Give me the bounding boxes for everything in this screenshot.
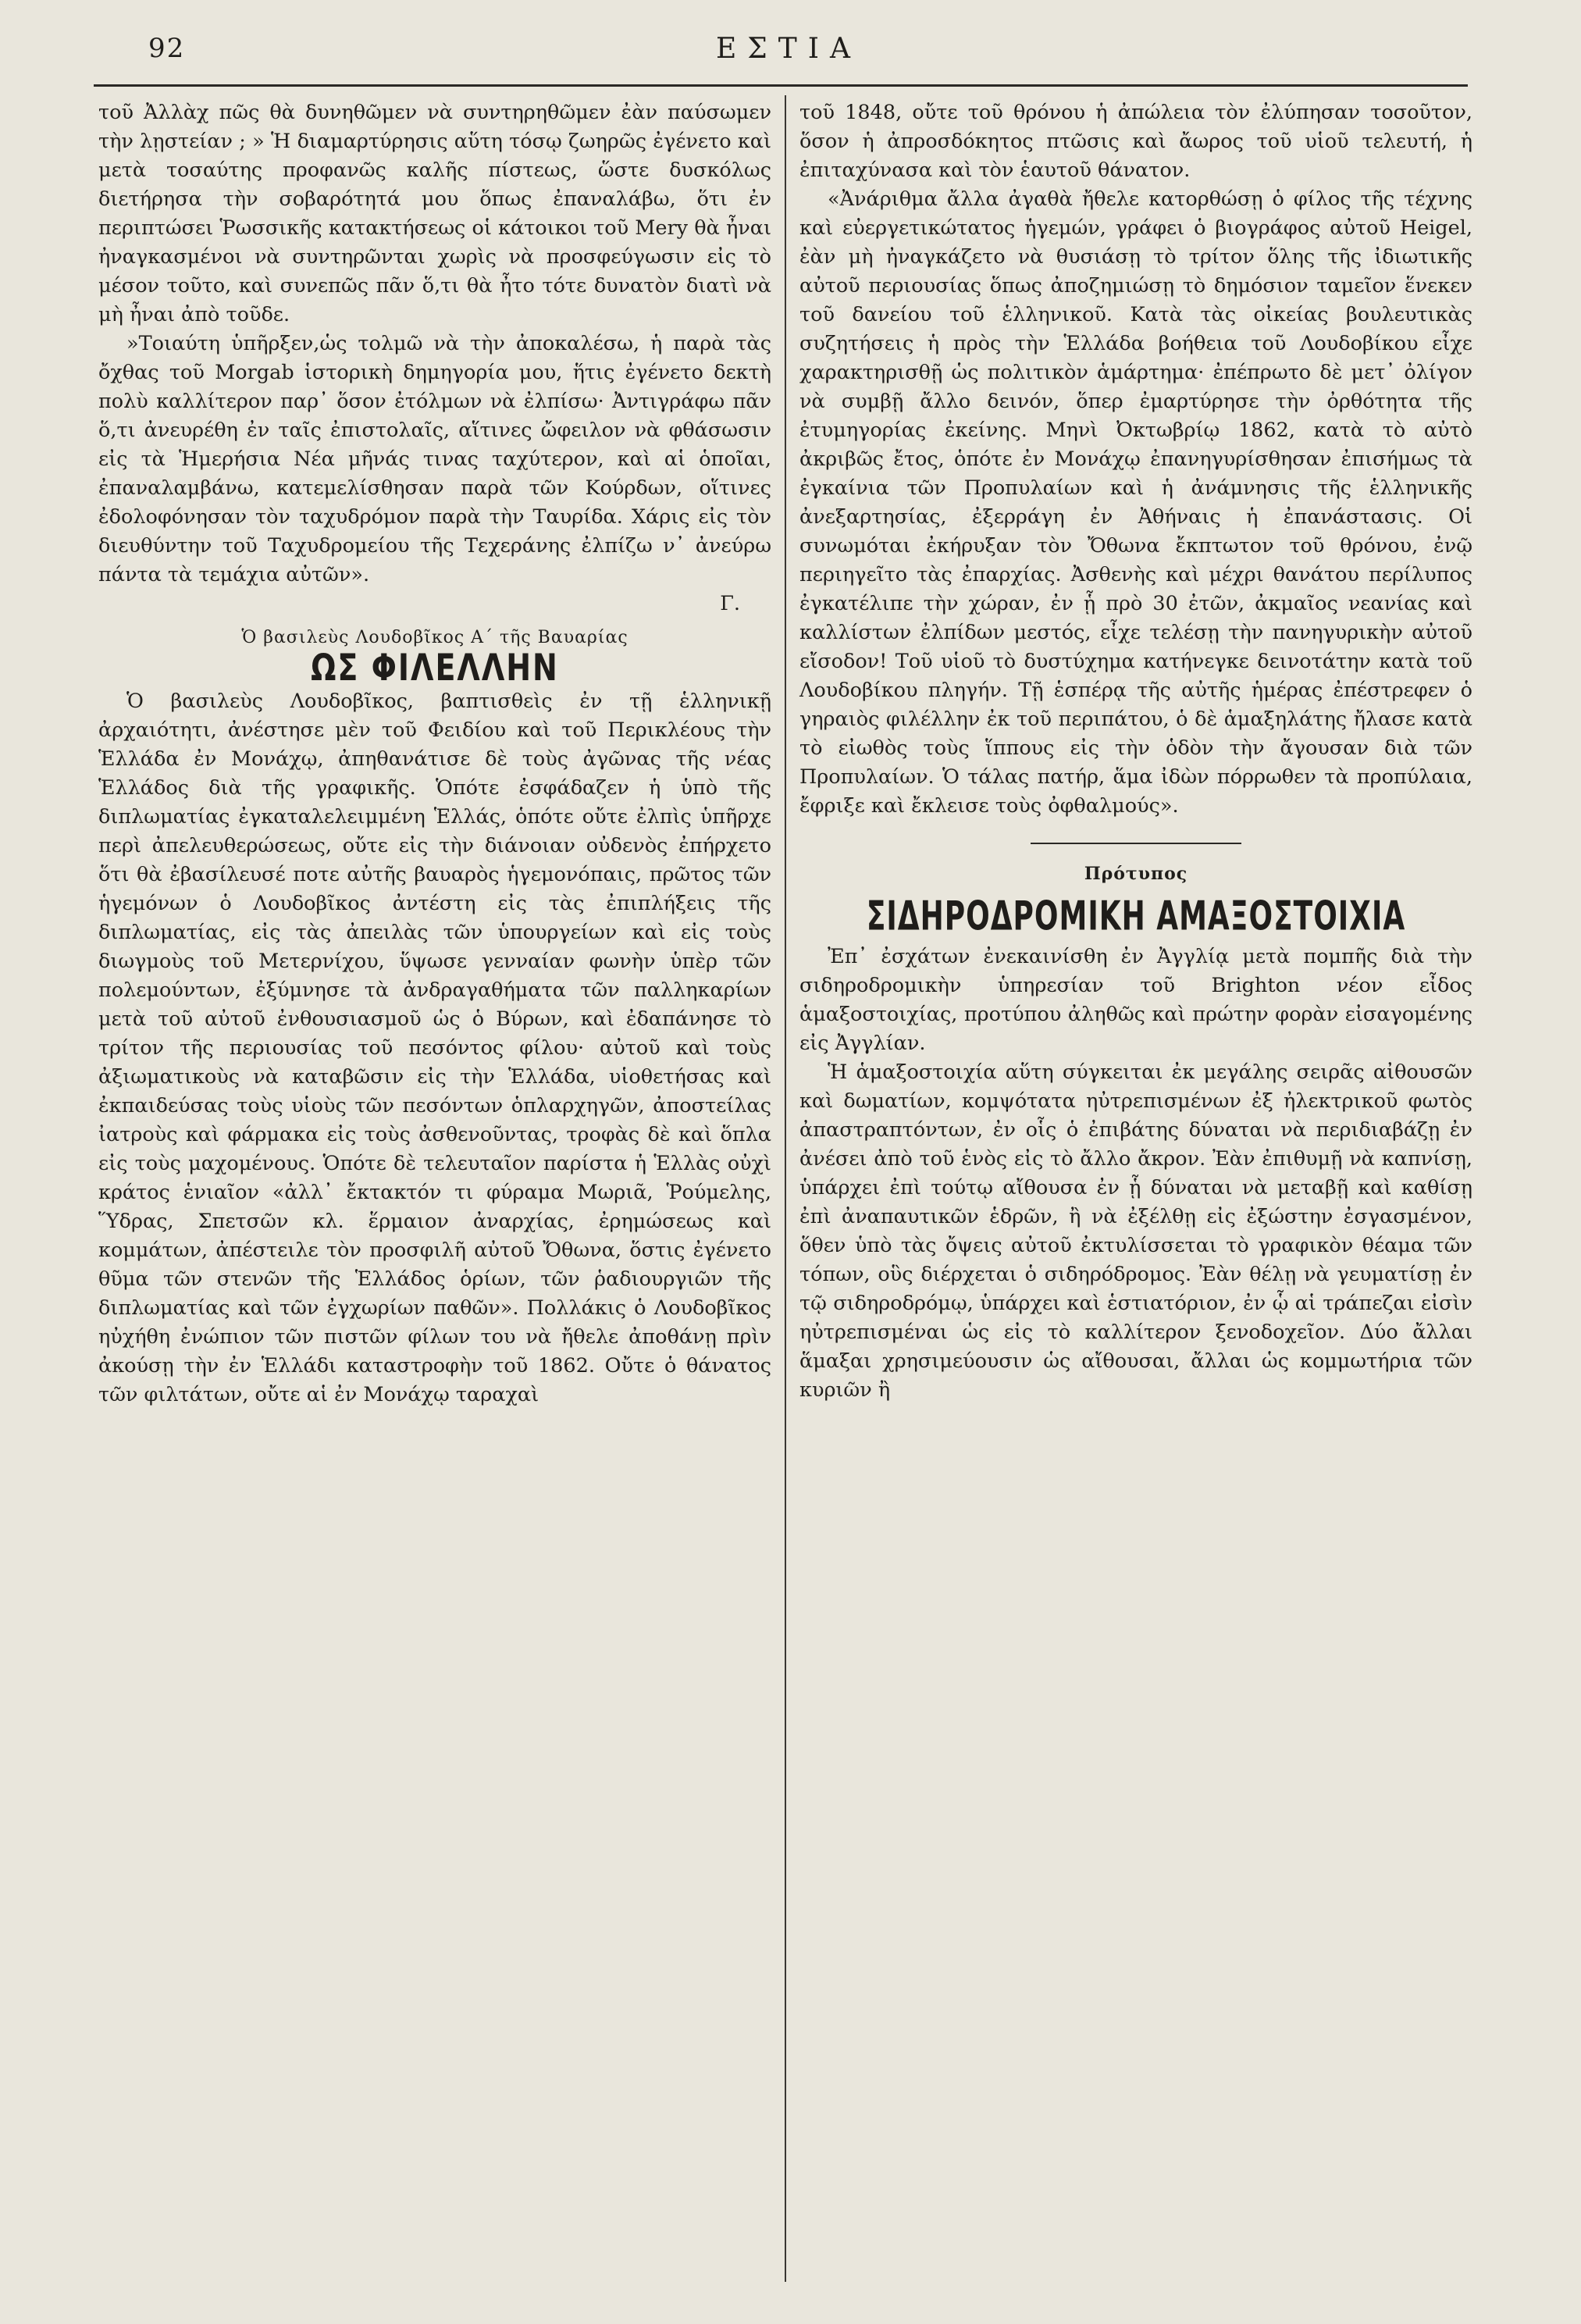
article-paragraph: Ἐπ᾽ ἐσχάτων ἐνεκαινίσθη ἐν Ἀγγλίᾳ μετὰ πομπῆς διὰ τὴν σιδηροδρομικὴν ὑπηρεσίαν τοῦ Brighton νέον εἶδος ἁμαξοστοιχίας, προτύπου ἀληθῶς καὶ πρώτην φορὰν εἰσαγομένης εἰς Ἀγγλίαν.	[799, 945, 1472, 1055]
page-header	[148, 33, 1429, 80]
article-paragraph: Ἡ ἁμαξοστοιχία αὕτη σύγκειται ἐκ μεγάλης σειρᾶς αἰθουσῶν καὶ δωματίων, κομψότατα ηὐτρεπισμένων ἐξ ἠλεκτρικοῦ φωτὸς ἀπαστραπτόντων, ἐν οἷς ὁ ἐπιβάτης δύναται νὰ περιδιαβάζῃ ἐν ἀνέσει ἀπὸ τοῦ ἑνὸς εἰς τὸ ἄλλο ἄκρον. Ἐὰν ἐπιθυμῇ νὰ καπνίσῃ, ὑπάρχει ἐπὶ τούτῳ αἴθουσα ἐν ᾗ δύναται νὰ μεταβῇ καὶ καθίσῃ ἐπὶ ἀναπαυτικῶν ἑδρῶν, ἢ νὰ ἐξέλθῃ εἰς ἐξώστην ἐσγασμένον, ὅθεν ὑπὸ τὰς ὄψεις αὐτοῦ ἐκτυλίσσεται τὸ γραφικὸν θέαμα τῶν τόπων, οὓς διέρχεται ὁ σιδηρόδρομος. Ἐὰν θέλῃ νὰ γευματίσῃ ἐν τῷ σιδηροδρόμῳ, ὑπάρχει καὶ ἑστιατόριον, ἐν ᾧ αἱ τράπεζαι εἰσὶν ηὐτρεπισμέναι ὡς εἰς τὸ καλλίτερον ξενοδοχεῖον. Δύο ἄλλαι ἅμαξαι χρησιμεύουσιν ὡς αἴθουσαι, ἄλλαι ὡς κομμωτήρια τῶν κυριῶν ἢ	[799, 1060, 1472, 1402]
section-divider	[1031, 843, 1241, 844]
article-paragraph: τοῦ 1848, οὔτε τοῦ θρόνου ἡ ἀπώλεια τὸν ἐλύπησαν τοσοῦτον, ὅσον ἡ ἀπροσδόκητος πτῶσις καὶ ἄωρος τοῦ υἱοῦ τελευτή, ἡ ἐπιταχύνασα καὶ τὸν ἑαυτοῦ θάνατον.	[799, 101, 1472, 182]
left-column	[98, 98, 771, 1410]
section-kicker: Ὁ βασιλεὺς Λουδοβῖκος Α´ τῆς Βαυαρίας	[241, 628, 628, 647]
right-column	[799, 98, 1472, 1405]
header-rule	[94, 84, 1468, 87]
author-signature: Γ.	[720, 592, 740, 615]
column-divider	[785, 95, 786, 2282]
article-paragraph: Ὁ βασιλεὺς Λουδοβῖκος, βαπτισθεὶς ἐν τῇ ἑλληνικῇ ἀρχαιότητι, ἀνέστησε μὲν τοῦ Φειδίου καὶ τοῦ Περικλέους τὴν Ἑλλάδα ἐν Μονάχῳ, ἀπηθανάτισε δὲ τοὺς ἀγῶνας τῆς νέας Ἑλλάδος διὰ τῆς γραφικῆς. Ὁπότε ἐσφάδαζεν ἡ ὑπὸ τῆς διπλωματίας ἐγκαταλελειμμένη Ἑλλάς, ὁπότε οὔτε ἐλπὶς ὑπῆρχε περὶ ἀπελευθερώσεως, οὔτε εἰς τὴν διάνοιαν οὐδενὸς ἐπήρχετο ὅτι θὰ ἐβασίλευσέ ποτε αὐτῆς βαυαρὸς ἡγεμονόπαις, πρῶτος τῶν ἡγεμόνων ὁ Λουδοβῖκος ἀντέστη εἰς τὰς ἐπιπλήξεις τῆς διπλωματίας, εἰς τὰς ἀπειλὰς τῶν ὑπουργείων καὶ εἰς τοὺς διωγμοὺς τοῦ Μετερνίχου, ὕψωσε γενναίαν φωνὴν ὑπὲρ τῶν πολεμούντων, ἐξύμνησε τὰ ἀνδραγαθήματα τῶν παλληκαρίων μετὰ τοῦ αὐτοῦ ἐνθουσιασμοῦ ὡς ὁ Βύρων, καὶ ἐδαπάνησε τὸ τρίτον τῆς περιουσίας τοῦ πεσόντος φίλου· αὐτοῦ καὶ τοὺς ἀξιωματικοὺς νὰ καταβῶσιν εἰς τὴν Ἑλλάδα, υἱοθετήσας καὶ ἐκπαιδεύσας τοὺς υἱοὺς τῶν πεσόντων ὁπλαρχηγῶν, ἀποστείλας ἰατροὺς καὶ φάρμακα εἰς τοὺς ἀσθενοῦντας, τροφὰς δὲ καὶ ὅπλα εἰς τοὺς μαχομένους. Ὁπότε δὲ τελευταῖον παρίστα ἡ Ἑλλὰς οὐχὶ κράτος ἑνιαῖον «ἀλλ᾽ ἔκτακτόν τι φύραμα Μωριᾶ, Ῥούμελης, Ὕδρας, Σπετσῶν κλ. ἕρμαιον ἀναρχίας, ἐρημώσεως καὶ κομμάτων, ἀπέστειλε τὸν προσφιλῆ αὐτοῦ Ὄθωνα, ὅστις ἐγένετο θῦμα τῶν στενῶν τῆς Ἑλλάδος ὁρίων, τῶν ῥαδιουργιῶν τῆς διπλωματίας καὶ τῶν ἐγχωρίων παθῶν». Πολλάκις ὁ Λουδοβῖκος ηὐχήθη ἐνώπιον τῶν πιστῶν φίλων του νὰ ἤθελε ἀποθάνῃ πρὶν ἀκούσῃ τὴν ἐν Ἑλλάδι καταστροφὴν τοῦ 1862. Οὔτε ὁ θάνατος τῶν φιλτάτων, οὔτε αἱ ἐν Μονάχῳ ταραχαὶ	[98, 690, 771, 1406]
section-title: ΩΣ ΦΙΛΕΛΛΗΝ	[311, 646, 559, 690]
section-kicker: Πρότυπος	[1084, 864, 1188, 884]
article-paragraph: «Ἀνάριθμα ἄλλα ἀγαθὰ ἤθελε κατορθώσῃ ὁ φίλος τῆς τέχνης καὶ εὐεργετικώτατος ἡγεμών, γράφει ὁ βιογράφος αὐτοῦ Heigel, ἐὰν μὴ ἠναγκάζετο νὰ θυσιάσῃ τὸ τρίτον ὅλης τῆς ἰδιωτικῆς αὐτοῦ περιουσίας ὅπως ἀποζημιώσῃ τὸ δημόσιον ταμεῖον ἕνεκεν τοῦ δανείου τοῦ ἑλληνικοῦ. Κατὰ τὰς οἰκείας βουλευτικὰς συζητήσεις ἡ πρὸς τὴν Ἑλλάδα βοήθεια τοῦ Λουδοβίκου εἶχε χαρακτηρισθῇ ὡς πολιτικὸν ἁμάρτημα· ἐπέπρωτο δὲ μετ᾽ ὀλίγον νὰ συμβῇ ἄλλο δεινόν, ὅπερ ἐμαρτύρησε τὴν ὀρθότητα τῆς ἐτυμηγορίας ἐκείνης. Μηνὶ Ὀκτωβρίῳ 1862, κατὰ τὸ αὐτὸ ἀκριβῶς ἔτος, ὁπότε ἐν Μονάχῳ ἐπανηγυρίσθησαν ἐπισήμως τὰ ἐγκαίνια τῶν Προπυλαίων καὶ ἡ ἀνάμνησις τῆς ἑλληνικῆς ἀνεξαρτησίας, ἐξερράγη ἐν Ἀθήναις ἡ ἐπανάστασις. Οἱ συνωμόται ἐκήρυξαν τὸν Ὄθωνα ἔκπτωτον τοῦ θρόνου, ἐνῷ περιηγεῖτο τὰς ἐπαρχίας. Ἀσθενὴς καὶ μέχρι θανάτου περίλυπος ἐγκατέλιπε τὴν χώραν, ἐν ᾗ πρὸ 30 ἐτῶν, ἀκμαῖος νεανίας καὶ καλλίστων ἐλπίδων μεστός, εἶχε τελέσῃ τὴν πανηγυρικὴν αὐτοῦ εἴσοδον! Τοῦ υἱοῦ τὸ δυστύχημα κατήνεγκε δεινοτάτην κατὰ τοῦ Λουδοβίκου πληγήν. Τῇ ἑσπέρᾳ τῆς αὐτῆς ἡμέρας ἐπέστρεφεν ὁ γηραιὸς φιλέλλην ἐκ τοῦ περιπάτου, ὁ δὲ ἁμαξηλάτης ἤλασε κατὰ τὸ εἰωθὸς τοὺς ἵππους εἰς τὴν ὁδὸν τὴν ἄγουσαν διὰ τῶν Προπυλαίων. Ὁ τάλας πατήρ, ἅμα ἰδὼν πόρρωθεν τὰ προπύλαια, ἔφριξε καὶ ἔκλεισε τοὺς ὀφθαλμούς».	[799, 187, 1472, 818]
journal-title: ΕΣΤΙΑ	[716, 33, 861, 65]
page-number: 92	[148, 33, 186, 64]
article-paragraph: »Τοιαύτη ὑπῆρξεν,ὡς τολμῶ νὰ τὴν ἀποκαλέσω, ἡ παρὰ τὰς ὄχθας τοῦ Morgab ἱστορικὴ δημηγορία μου, ἥτις ἐγένετο δεκτὴ πολὺ καλλίτερον παρ᾽ ὅσον ἐτόλμων νὰ ἐλπίσω· Ἀντιγράφω πᾶν ὅ,τι ἀνευρέθη ἐν ταῖς ἐπιστολαῖς, αἵτινες ὤφειλον νὰ φθάσωσιν εἰς τὰ Ἡμερήσια Νέα μῆνάς τινας ταχύτερον, καὶ αἱ ὁποῖαι, ἐπαναλαμβάνω, κατεμελίσθησαν παρὰ τῶν Κούρδων, οἵτινες ἐδολοφόνησαν τὸν ταχυδρόμον παρὰ τὴν Ταυρίδα. Χάρις εἰς τὸν διευθύντην τοῦ Ταχυδρομείου τῆς Τεχεράνης ἐλπίζω ν᾽ ἀνεύρω πάντα τὰ τεμάχια αὐτῶν».	[98, 332, 771, 586]
article-paragraph: τοῦ Ἀλλὰχ πῶς θὰ δυνηθῶμεν νὰ συντηρηθῶμεν ἐὰν παύσωμεν τὴν λῃστείαν ; » Ἡ διαμαρτύρησις αὕτη τόσῳ ζωηρῶς ἐγένετο καὶ μετὰ τοσαύτης προφανῶς καλῆς πίστεως, ὥστε δυσκόλως διετήρησα τὴν σοβαρότητά μου ὅπως ἐπαναλάβω, ὅτι ἐν περιπτώσει Ῥωσσικῆς κατακτήσεως οἱ κάτοικοι τοῦ Mery θὰ ἦναι ἠναγκασμένοι νὰ συντηρῶνται χωρὶς νὰ προσφεύγωσιν εἰς τὸ μέσον τοῦτο, καὶ συνεπῶς πᾶν ὅ,τι θὰ ἦτο τότε δυνατὸν διατὶ νὰ μὴ ἦναι ἀπὸ τοῦδε.	[98, 101, 771, 326]
section-title: ΣΙΔΗΡΟΔΡΟΜΙΚΗ ΑΜΑΞΟΣΤΟΙΧΙΑ	[866, 893, 1406, 940]
